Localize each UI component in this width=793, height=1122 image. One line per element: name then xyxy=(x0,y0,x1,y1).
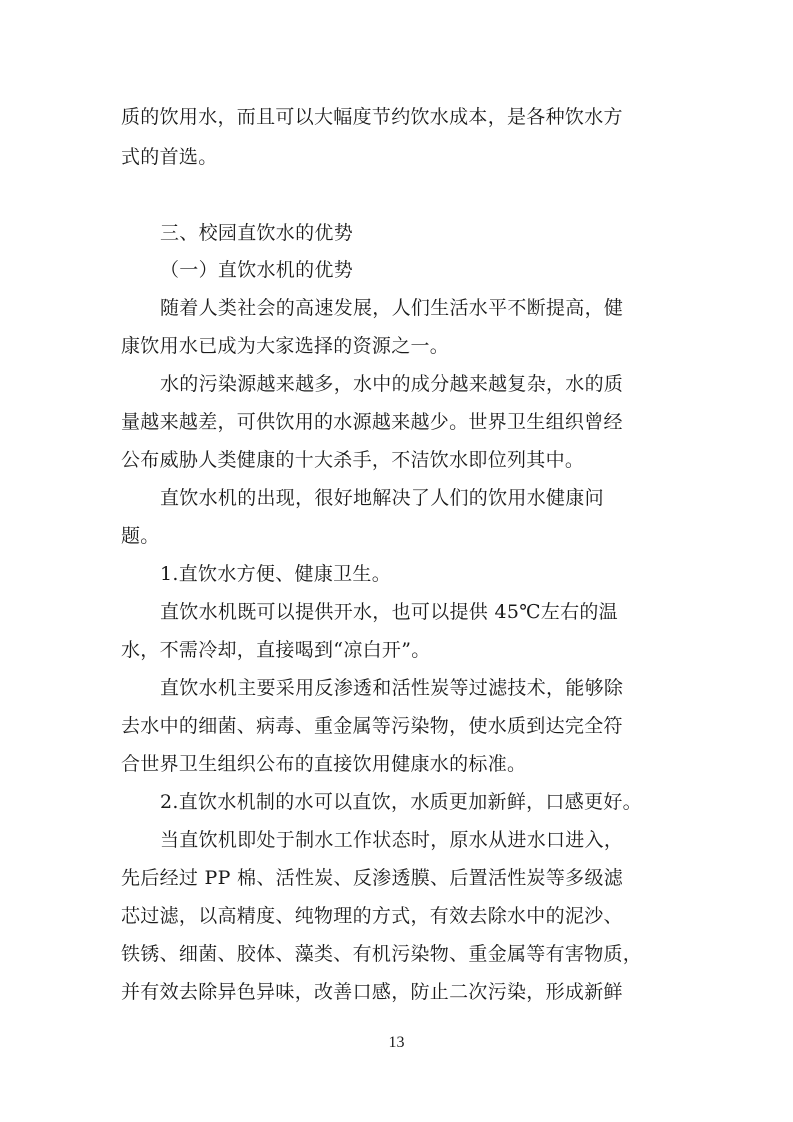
paragraph-line: 水，不需冷却，直接喝到“凉白开”。 xyxy=(121,639,431,661)
text-line: 质的饮用水，而且可以大幅度节约饮水成本，是各种饮水方 xyxy=(121,106,623,128)
paragraph-line: 当直饮机即处于制水工作状态时，原水从进水口进入， xyxy=(160,829,624,851)
paragraph-line: 芯过滤，以高精度、纯物理的方式，有效去除水中的泥沙、 xyxy=(121,905,623,927)
paragraph-line: 题。 xyxy=(121,525,160,547)
page-number: 13 xyxy=(388,1034,405,1051)
section-heading: 三、校园直饮水的优势 xyxy=(160,222,354,244)
paragraph-line: 量越来越差，可供饮用的水源越来越少。世界卫生组织曾经 xyxy=(121,411,623,433)
paragraph-line: 随着人类社会的高速发展，人们生活水平不断提高，健 xyxy=(160,297,624,319)
paragraph-line: 公布威胁人类健康的十大杀手，不洁饮水即位列其中。 xyxy=(121,449,585,471)
paragraph-line: 并有效去除异色异味，改善口感，防止二次污染，形成新鲜 xyxy=(121,981,623,1003)
subsection-heading: （一）直饮水机的优势 xyxy=(160,259,354,281)
paragraph-line: 合世界卫生组织公布的直接饮用健康水的标准。 xyxy=(121,753,527,775)
paragraph-line: 康饮用水已成为大家选择的资源之一。 xyxy=(121,335,450,357)
paragraph-line: 铁锈、细菌、胶体、藻类、有机污染物、重金属等有害物质， xyxy=(121,943,643,965)
paragraph-line: 水的污染源越来越多，水中的成分越来越复杂，水的质 xyxy=(160,373,624,395)
paragraph-line: 去水中的细菌、病毒、重金属等污染物，使水质到达完全符 xyxy=(121,715,623,737)
paragraph-line: 直饮水机主要采用反渗透和活性炭等过滤技术，能够除 xyxy=(160,677,624,699)
paragraph-line: 直饮水机既可以提供开水，也可以提供 45℃左右的温 xyxy=(160,601,618,623)
text-line: 式的首选。 xyxy=(121,146,218,168)
paragraph-line: 直饮水机的出现，很好地解决了人们的饮用水健康问 xyxy=(160,487,604,509)
list-item-heading: 1.直饮水方便、健康卫生。 xyxy=(160,563,392,585)
list-item-heading: 2.直饮水机制的水可以直饮，水质更加新鲜，口感更好。 xyxy=(160,791,642,813)
paragraph-line: 先后经过 PP 棉、活性炭、反渗透膜、后置活性炭等多级滤 xyxy=(121,867,624,889)
